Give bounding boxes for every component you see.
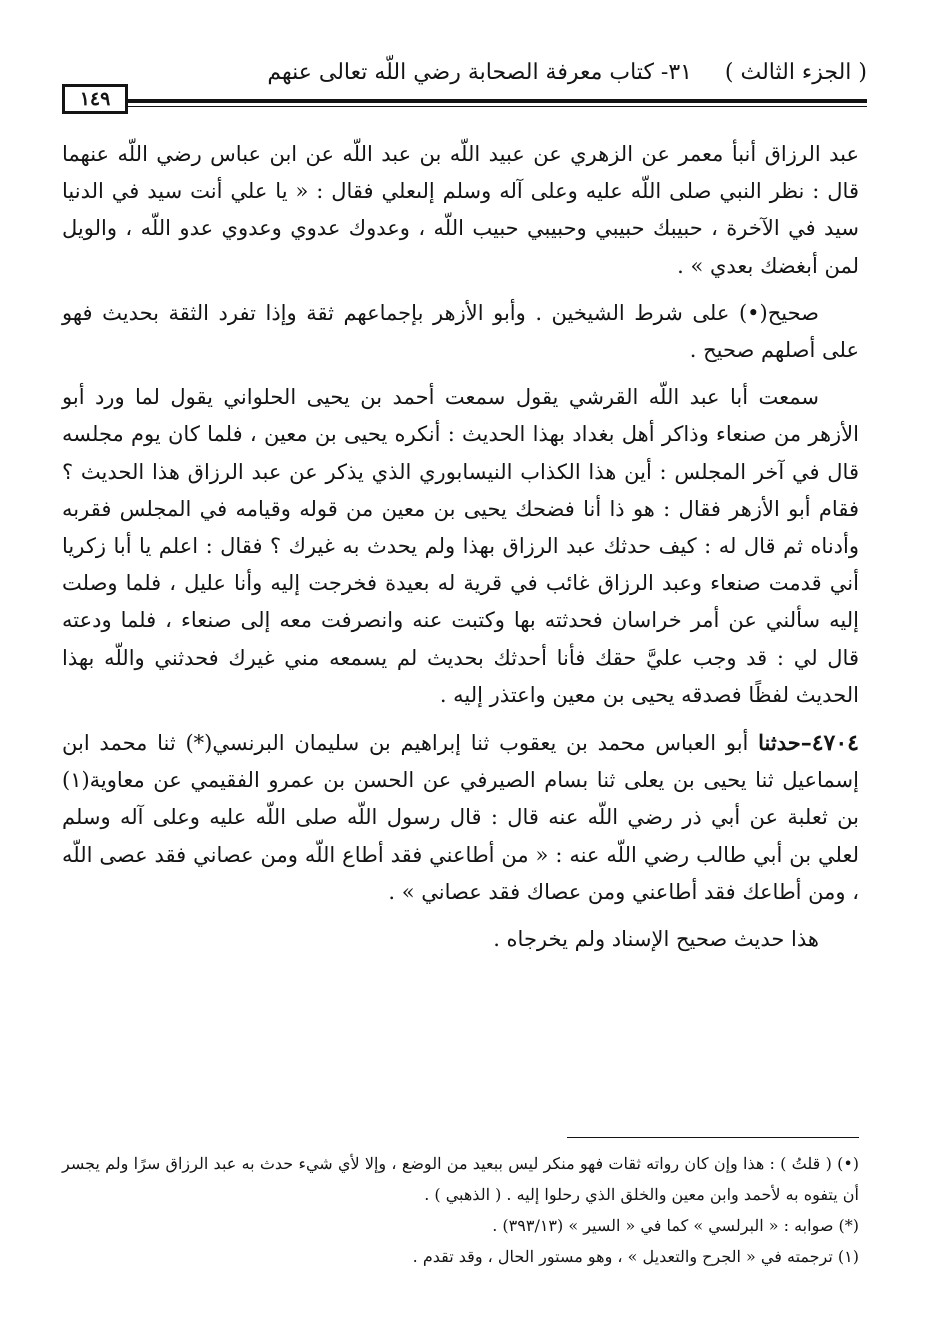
footnote-correction: (*) صوابه : « البرلسي » كما في « السير » (٣٩٣/١٣) . <box>492 1216 859 1235</box>
footnote-biography: (١) ترجمته في « الجرح والتعديل » ، وهو مستور الحال ، وقد تقدم . <box>412 1247 859 1266</box>
page-number: ١٤٩ <box>62 84 128 114</box>
paragraph-grading: صحيح(•) على شرط الشيخين . وأبو الأزهر بإجماعهم ثقة وإذا تفرد الثقة بحديث فهو على أصلهم صحيح . <box>62 300 859 363</box>
chapter-title: ٣١- كتاب معرفة الصحابة رضي اللّه تعالى عنهم <box>267 60 692 85</box>
footnote-dhahabi: (•) ( قلتُ ) : هذا وإن كان رواته ثقات فهو منكر ليس ببعيد من الوضع ، وإلا لأي شيء حدث به عبد الرزاق سرًا ولم يجسر أن يتفوه به لأحمد وابن معين والخلق الذي رحلوا إليه . ( الذهبي ) . <box>62 1154 859 1204</box>
part-label: ( الجزء الثالث ) <box>724 60 867 85</box>
paragraph-hadith-text: عبد الرزاق أنبأ معمر عن الزهري عن عبيد اللّه بن عبد اللّه عن ابن عباس رضي اللّه عنهما قال : نظر النبي صلى اللّه عليه وعلى آله وسلم إلىعلي فقال : « يا علي أنت سيد في الدنيا سيد في الآخرة ، حبيبك حبيبي وحبيبي حبيب اللّه ، وعدوك عدوي وعدوي عدو اللّه ، والويل لمن أبغضك بعدي » . <box>62 142 859 278</box>
header-rule-thin <box>128 106 867 107</box>
header-rule-thick <box>128 99 867 103</box>
paragraph-isnad-verdict: هذا حديث صحيح الإسناد ولم يخرجاه . <box>493 927 819 952</box>
paragraph-narration-story: سمعت أبا عبد اللّه القرشي يقول سمعت أحمد بن يحيى الحلواني يقول لما ورد أبو الأزهر من صنعاء وذاكر أهل بغداد بهذا الحديث : أنكره يحيى بن معين ، فلما كان يوم مجلسه قال في آخر المجلس : أين هذا الكذاب النيسابوري الذي يذكر عن عبد الرزاق هذا الحديث ؟ فقام أبو الأزهر فقال : هو ذا أنا فضحك يحيى بن معين من قوله وقيامه في المجلس فقربه وأدناه ثم قال له : كيف حدثك عبد الرزاق بهذا ولم يحدث به غيرك ؟ فقال : اعلم يا أبا زكريا أني قدمت صنعاء وعبد الرزاق غائب في قرية له بعيدة فخرجت إليه وأنا عليل ، فلما وصلت إليه سألني عن أمر خراسان فحدثته بها وكتبت عنه وانصرفت معه إلى صنعاء ، فلما ودعته قال لي : قد وجب عليَّ حقك فأنا أحدثك بحديث لم يسمعه مني غيرك فحدثني واللّه بهذا الحديث لفظًا فصدقه يحيى بن معين واعتذر إليه . <box>62 385 859 707</box>
paragraph-hadith-4704 <box>62 724 859 911</box>
main-text <box>62 136 859 958</box>
footnote-separator <box>567 1137 859 1138</box>
footnotes <box>62 1148 859 1272</box>
running-header <box>62 60 867 108</box>
hadith-text: أبو العباس محمد بن يعقوب ثنا إبراهيم بن سليمان البرنسي(*) ثنا محمد ابن إسماعيل ثنا يحيى بن يعلى ثنا بسام الصيرفي عن الحسن بن عمرو الفقيمي عن معاوية(١) بن ثعلبة عن أبي ذر رضي اللّه عنه قال : قال رسول اللّه صلى اللّه عليه وعلى آله وسلم لعلي بن أبي طالب رضي اللّه عنه : « من أطاعني فقد أطاع اللّه ومن عصاني فقد عصى اللّه ، ومن أطاعك فقد أطاعني ومن عصاك فقد عصاني » . <box>62 731 859 904</box>
hadith-keyword: حدثنا <box>758 730 801 756</box>
hadith-number: ٤٧٠٤– <box>800 730 859 757</box>
